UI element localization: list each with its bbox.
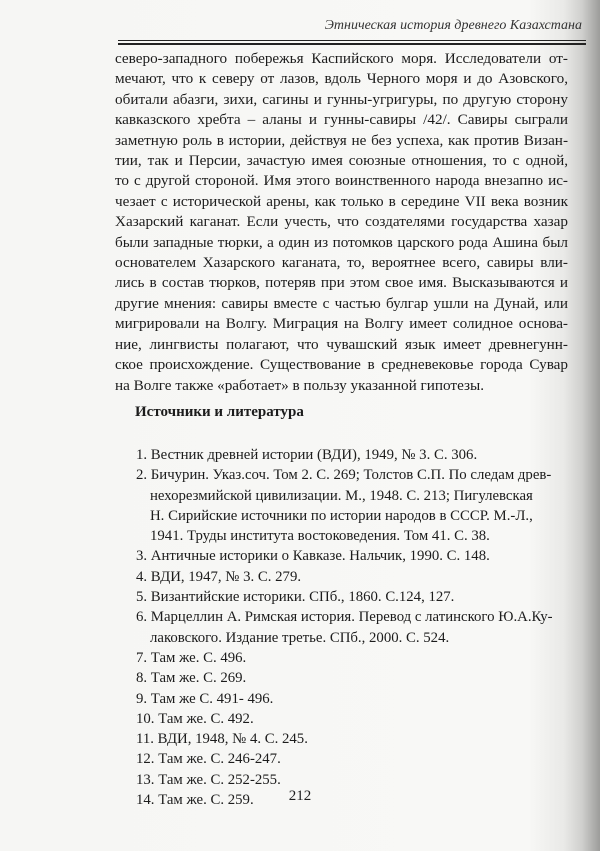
body-line: тии, так и Персии, зачастую имея союзные отношения, то с одной, (115, 152, 568, 170)
body-line: кавказского хребта – аланы и гунны-савиры /42/. Савиры сыграли (115, 111, 568, 129)
body-line: мечают, что к северу от лазов, вдоль Черного моря и до Азовского, (115, 70, 568, 88)
reference-line: 1. Вестник древней истории (ВДИ), 1949, № 3. С. 306. (136, 447, 478, 463)
reference-line: 12. Там же. С. 246-247. (136, 751, 281, 768)
body-line: то с другой стороной. Имя этого воинственного народа внезапно ис- (115, 172, 568, 190)
body-line: обитали абазги, зихи, сагины и гунны-угригуры, по другую сторону (115, 90, 568, 108)
header-rule-thick (118, 43, 586, 45)
reference-line: нехорезмийской цивилизации. М., 1948. С. 213; Пигулевская (150, 487, 533, 504)
reference-item (136, 546, 566, 566)
page-number: 212 (288, 788, 312, 804)
reference-item (136, 729, 566, 749)
reference-item (136, 749, 566, 769)
reference-item (136, 689, 566, 709)
reference-item (136, 607, 566, 648)
reference-line: 4. ВДИ, 1947, № 3. С. 279. (136, 568, 302, 585)
reference-line: 13. Там же. С. 252-255. (136, 771, 281, 788)
reference-item (136, 445, 566, 465)
reference-item (136, 770, 566, 790)
body-line: основателем Хазарского каганата, то, вероятнее всего, савиры вли- (115, 254, 568, 272)
body-line: ское происхождение. Существование в средневековье города Сувар (115, 356, 568, 374)
body-line: другие мнения: савиры вместе с частью булгар ушли на Дунай, или (115, 294, 568, 312)
body-line: северо-западного побережья Каспийского моря. Исследователи от- (115, 50, 568, 67)
body-line: заметную роль в истории, действуя не без успеха, как против Визан- (115, 131, 568, 149)
reference-line: 1941. Труды института востоковедения. Том 41. С. 38. (150, 528, 490, 545)
body-line: лись в состав тюрков, потеряв при этом свое имя. Высказываются и (115, 274, 568, 292)
reference-line: 2. Бичурин. Указ.соч. Том 2. С. 269; Толстов С.П. По следам древ- (136, 467, 552, 484)
reference-item (136, 567, 566, 587)
reference-item (136, 668, 566, 688)
reference-line: 6. Марцеллин А. Римская история. Перевод с латинского Ю.А.Ку- (136, 609, 553, 626)
body-line: мигрировали на Волгу. Миграция на Волгу имеет солидное основа- (115, 315, 568, 333)
reference-line: 9. Там же С. 491- 496. (136, 690, 274, 707)
reference-item (136, 465, 566, 546)
reference-line: Н. Сирийские источники по истории народов в СССР. М.-Л., (150, 507, 533, 524)
reference-line: лаковского. Издание третье. СПб., 2000. С. 524. (150, 629, 450, 646)
reference-line: 14. Там же. С. 259. (136, 792, 254, 809)
running-title: Этническая история древнего Казахстана (324, 18, 582, 33)
body-paragraph (115, 49, 568, 396)
reference-item (136, 709, 566, 729)
reference-item (136, 648, 566, 668)
reference-line: 5. Византийские историки. СПб., 1860. С.124, 127. (136, 589, 455, 606)
reference-line: 10. Там же. С. 492. (136, 710, 254, 727)
header-rule-thin (118, 40, 586, 41)
body-line: Хазарский каганат. Если учесть, что создателями государства хазар (115, 213, 568, 231)
reference-line: 3. Античные историки о Кавказе. Нальчик, 1990. С. 148. (136, 548, 490, 565)
reference-line: 11. ВДИ, 1948, № 4. С. 245. (136, 731, 308, 748)
sources-heading: Источники и литература (135, 404, 304, 420)
reference-item (136, 587, 566, 607)
body-line: чезает с исторической арены, как только в середине VII века возник (115, 192, 568, 210)
body-line: ние, лингвисты полагают, что чувашский язык имеет древнегунн- (115, 335, 568, 353)
reference-line: 8. Там же. С. 269. (136, 670, 247, 687)
body-line: были западные тюрки, а один из потомков царского рода Ашина был (115, 233, 568, 251)
reference-list (136, 445, 566, 810)
reference-line: 7. Там же. С. 496. (136, 649, 247, 666)
body-line: на Волге также «работает» в пользу указанной гипотезы. (115, 376, 484, 394)
